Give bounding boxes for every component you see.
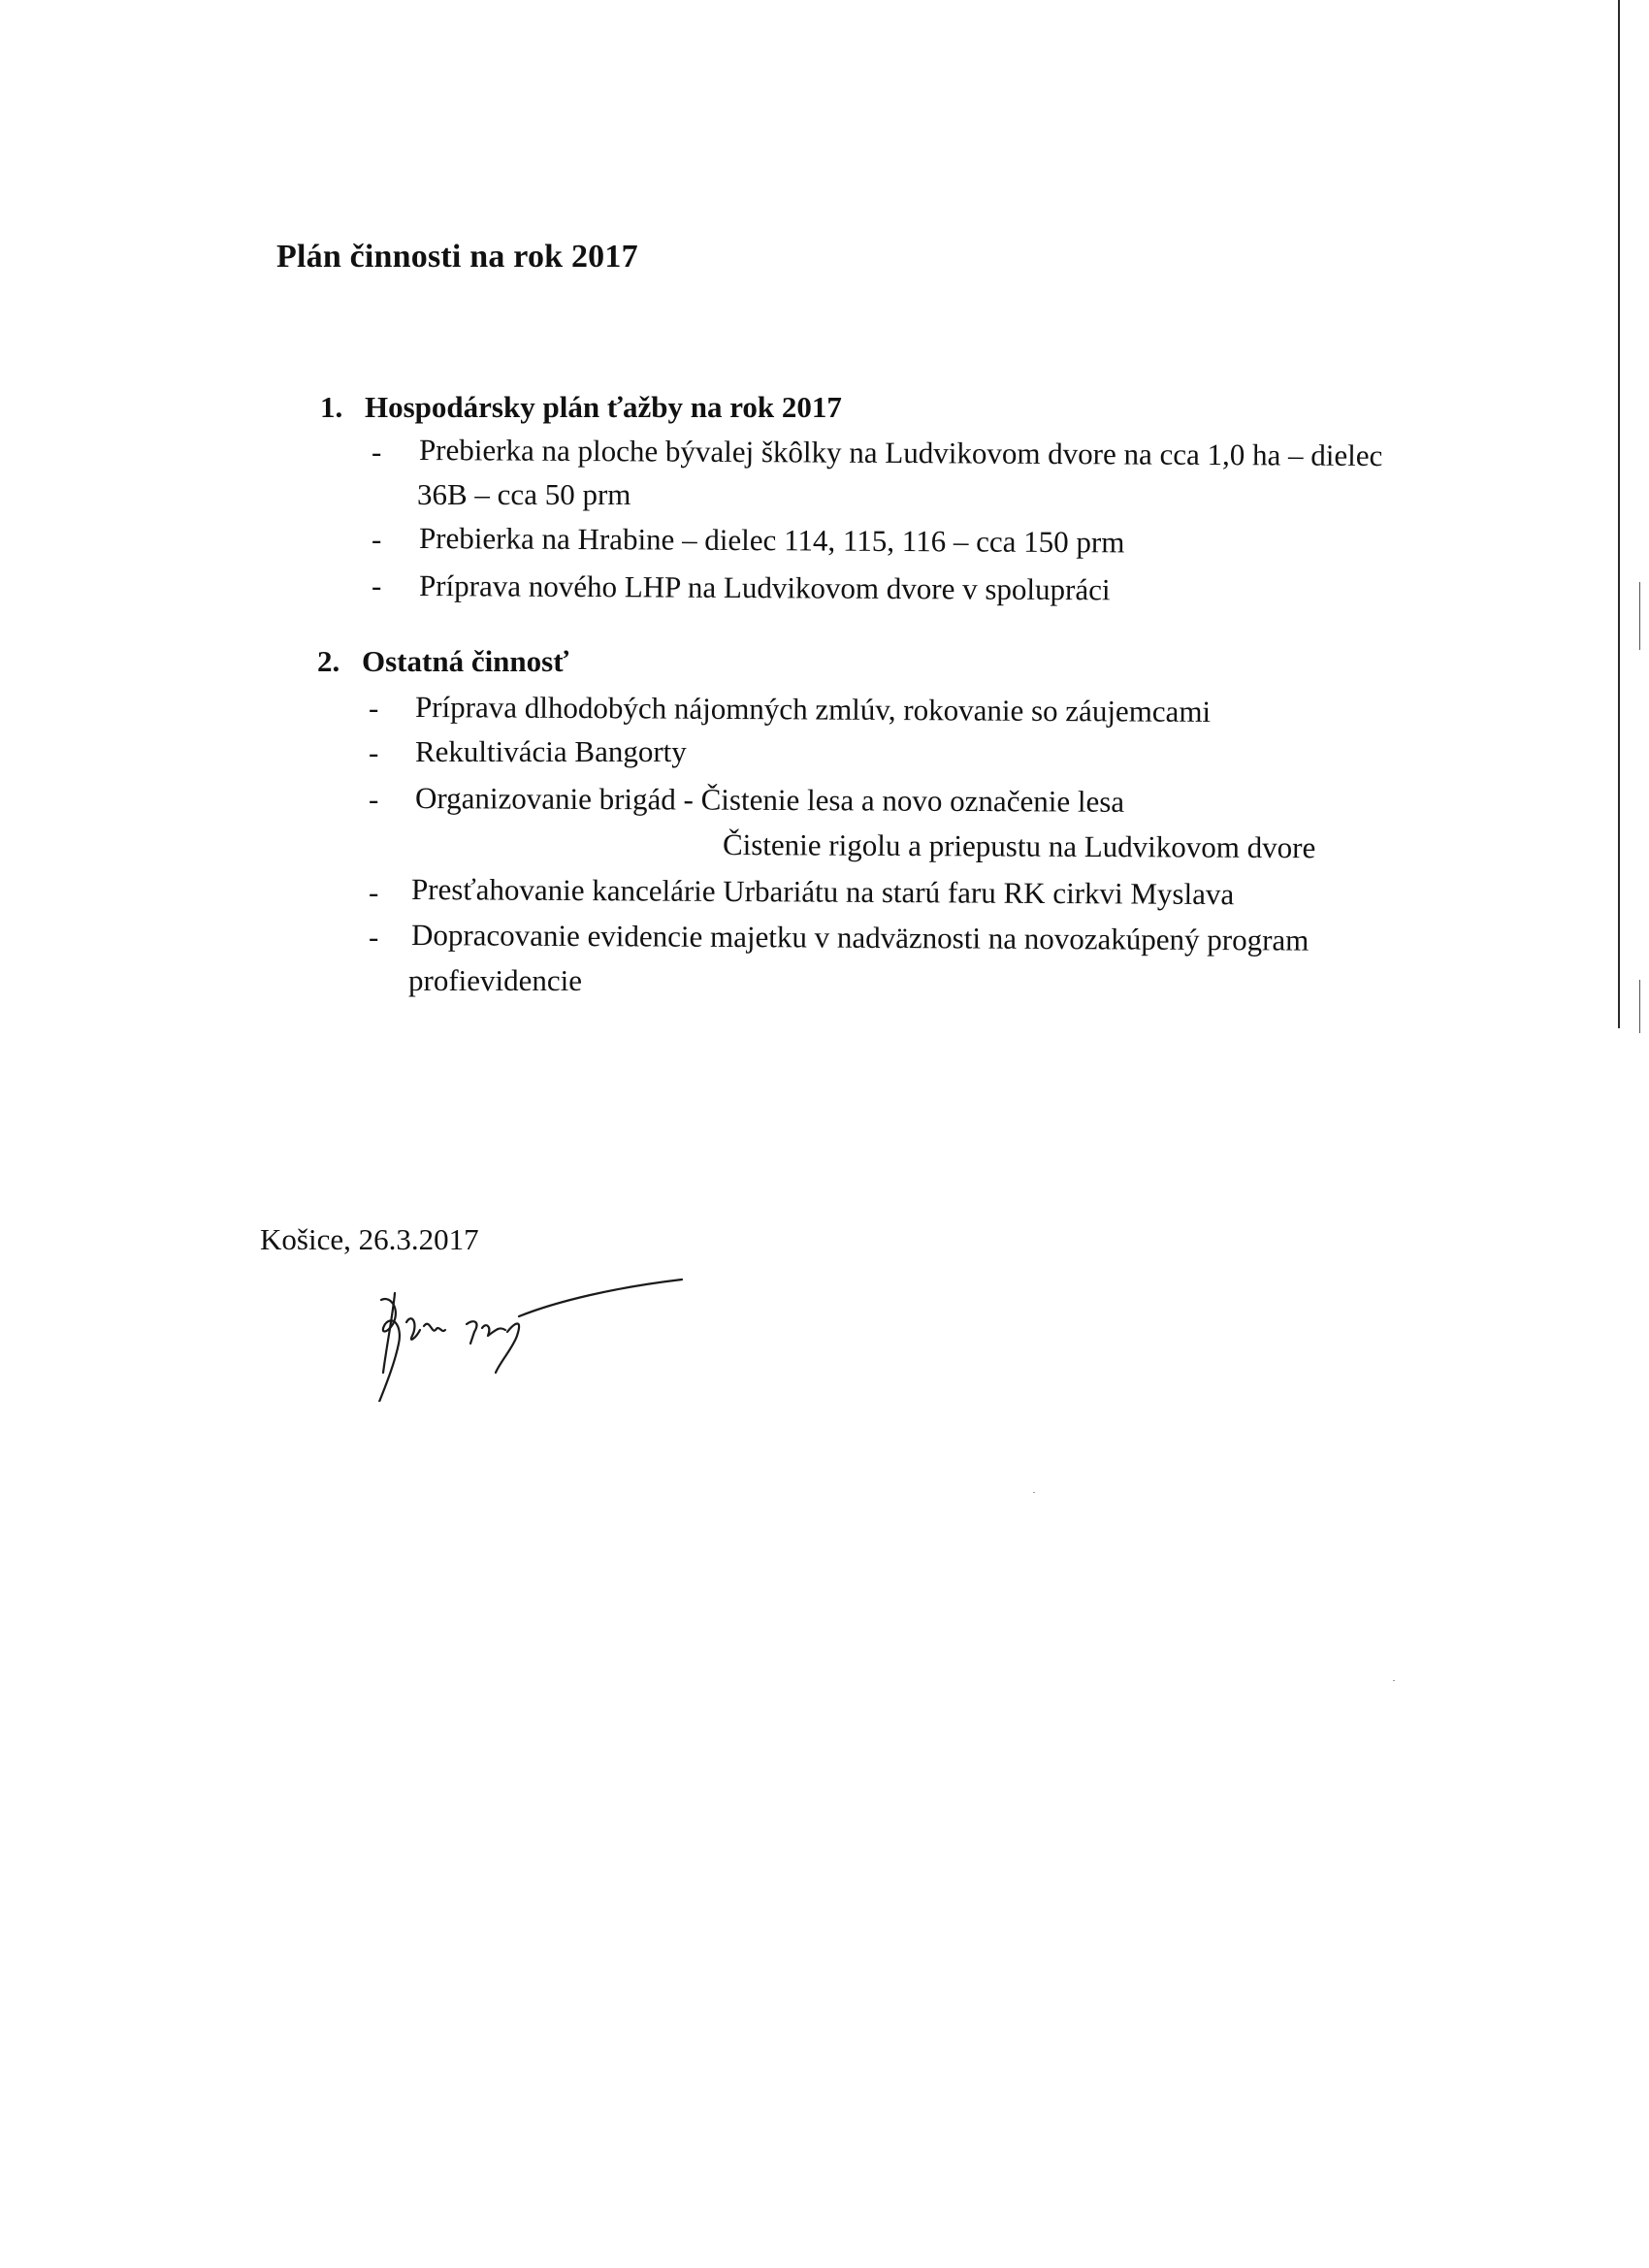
bullet-dash: - [372,568,382,602]
section-1-heading [320,390,842,425]
section-title: Ostatná činnosť [362,644,569,678]
bullet-dash: - [369,782,379,816]
bullet-dash: - [369,920,379,954]
list-item: Prebierka na ploche bývalej škôlky na Ludvikovom dvore na cca 1,0 ha – dielec [418,433,1383,473]
bullet-dash: - [369,691,379,725]
place-date: Košice, 26.3.2017 [260,1222,479,1256]
scan-edge-mark [1639,980,1640,1033]
list-item-continuation: Čistenie rigolu a priepustu na Ludvikovom dvore [722,827,1316,865]
section-number: 1. [320,390,343,424]
list-item: Príprava dlhodobých nájomných zmlúv, rokovanie so záujemcami [414,690,1212,729]
scan-edge-mark [1639,621,1640,650]
scan-edge-line [1618,0,1620,1028]
section-number: 2. [317,644,340,678]
bullet-dash: - [372,522,382,556]
document-title: Plán činnosti na rok 2017 [276,239,638,275]
handwritten-signature-icon [373,1266,694,1402]
list-item-continuation: 36B – cca 50 prm [417,477,631,511]
section-2-heading [317,644,568,679]
bullet-dash: - [369,875,379,909]
bullet-dash: - [372,435,382,469]
scan-speck [1393,1680,1395,1681]
bullet-dash: - [369,735,379,769]
list-item: Rekultivácia Bangorty [415,734,687,768]
scan-edge-mark [1639,582,1640,621]
list-item: Presťahovanie kancelárie Urbariátu na starú faru RK cirkvi Myslava [410,872,1235,912]
scan-speck [1033,1492,1035,1493]
section-title: Hospodársky plán ťažby na rok 2017 [365,390,842,424]
list-item: Organizovanie brigád - Čistenie lesa a novo označenie lesa [414,781,1125,819]
list-item: Prebierka na Hrabine – dielec 114, 115, 116 – cca 150 prm [418,521,1125,560]
list-item: Príprava nového LHP na Ludvikovom dvore v spolupráci [418,568,1111,607]
list-item-continuation: profievidencie [408,963,583,997]
list-item: Dopracovanie evidencie majetku v nadväznosti na novozakúpený program [410,918,1310,957]
